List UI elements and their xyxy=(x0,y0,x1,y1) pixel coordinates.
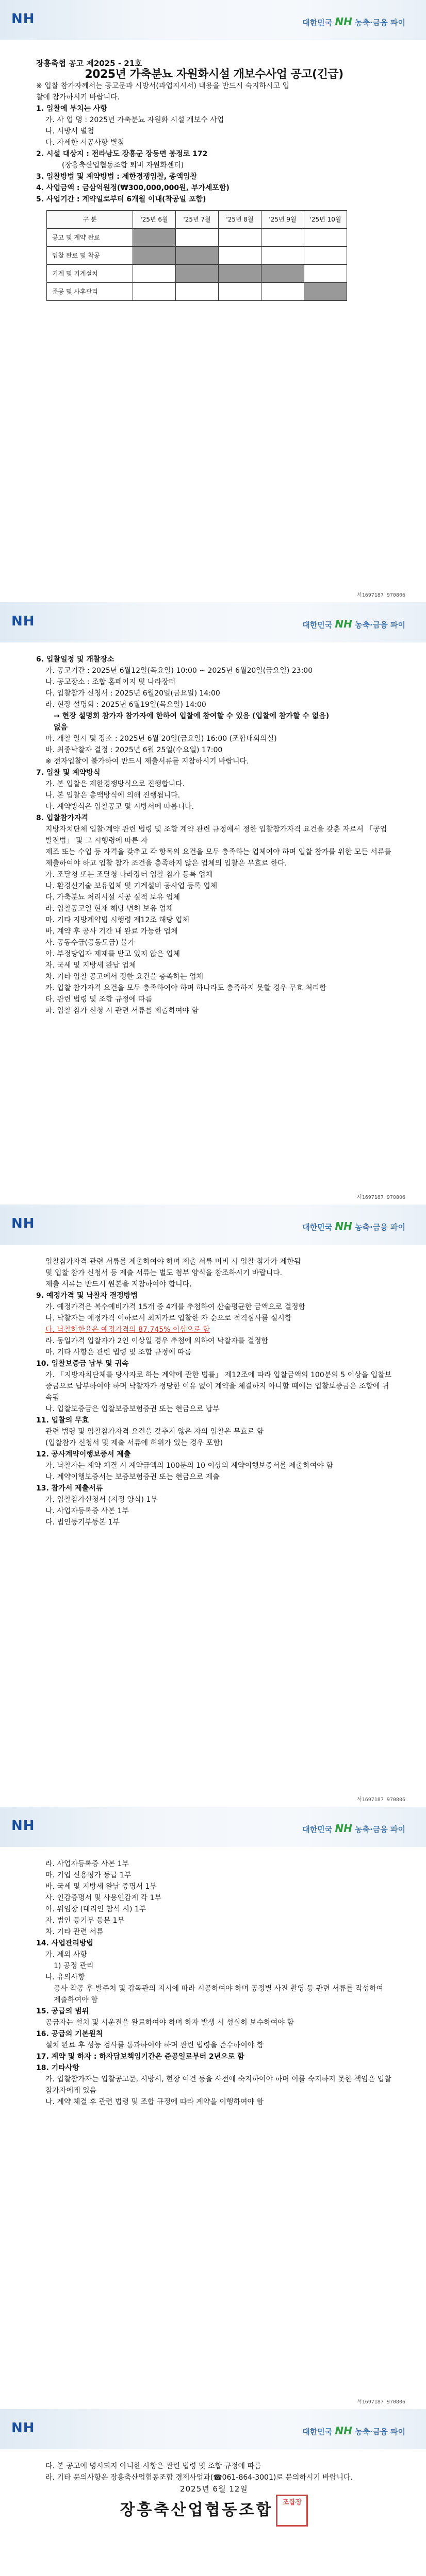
page-header xyxy=(0,2409,426,2449)
list-item: 바. 국세 및 지방세 완납 증명서 1부 xyxy=(45,1883,157,1891)
list-item: 다. 낙찰하한율은 예정가격의 87.745% 이상으로 함 xyxy=(45,1326,210,1334)
form-number: 서1697187 970806 xyxy=(357,2399,405,2405)
slogan-banner: 대한민국 NH 농축·금융 파이 xyxy=(302,1220,405,1232)
list-item: 차. 기타 입찰 공고에서 정한 요건을 충족하는 업체 xyxy=(45,973,204,981)
page-3-content xyxy=(36,1256,392,1528)
list-item: 가. 조달청 또는 조달청 나라장터 입찰 참가 등록 업체 xyxy=(45,871,213,879)
schedule-cell xyxy=(219,229,261,247)
list-item: 라. 기타 문의사항은 장흥축산업협동조합 경제사업과(☎061-864-3001)로 문의하시기 바랍니다. xyxy=(45,2473,353,2482)
document-number: 장흥축협 공고 제2025 - 21호 xyxy=(36,59,142,68)
list-item: 나. 입찰보증금은 입찰보증보험증권 또는 현금으로 납부 xyxy=(45,1405,220,1413)
schedule-cell xyxy=(304,265,347,283)
document-date: 2025년 6월 12일 xyxy=(180,2484,248,2494)
section-heading: 6. 입찰일정 및 개찰장소 xyxy=(36,655,114,664)
slogan-banner: 대한민국 NH 농축·금융 파이 xyxy=(302,618,405,630)
list-item: 다. 본 공고에 명시되지 아니한 사항은 관련 법령 및 조합 규정에 따름 xyxy=(45,2462,261,2470)
schedule-table xyxy=(46,210,347,301)
section-heading: 10. 입찰보증금 납부 및 귀속 xyxy=(36,1360,129,1368)
table-header-cell: '25년 7월 xyxy=(176,211,219,229)
list-item: 다. 자세한 시공사항 별첨 xyxy=(45,139,125,147)
paragraph: 제출 서류는 반드시 원본을 지참하여야 합니다. xyxy=(45,1280,192,1289)
schedule-cell xyxy=(261,265,304,283)
official-seal-stamp: 조합장 xyxy=(276,2495,308,2527)
table-header-cell: 구 분 xyxy=(47,211,133,229)
list-item: 라. 입찰공고일 현재 해당 면허 보유 업체 xyxy=(45,905,173,913)
nh-logo: NH xyxy=(11,11,35,27)
section-heading: 17. 계약 및 하자 : 하자담보책임기간은 준공일로부터 2년으로 함 xyxy=(36,2053,244,2061)
section-heading: 12. 공사계약이행보증서 제출 xyxy=(36,1450,131,1459)
list-item: 다. 입찰참가 신청서 : 2025년 6월20일(금요일) 14:00 xyxy=(45,689,220,698)
section-heading: 15. 공급의 범위 xyxy=(36,2007,89,2015)
list-item: 가. 입찰참가자는 입찰공고문, 시방서, 현장 여건 등을 사전에 숙지하여야 하며 이를 숙지하지 못한 책임은 입찰참가자에게 있음 xyxy=(45,2075,391,2095)
list-item: 카. 입찰 참가자격 요건을 모두 충족하여야 하며 하나라도 충족하지 못할 경우 무효 처리함 xyxy=(45,984,326,992)
nh-logo: NH xyxy=(11,1216,35,1231)
page-header xyxy=(0,0,426,40)
section-heading: 4. 사업금액 : 금삼억원정(₩300,000,000원, 부가세포함) xyxy=(36,184,230,192)
paragraph: 제조 또는 수입 등 자격을 갖추고 각 항목의 요건을 모두 충족하는 업체여야 하며 입찰 참가를 위한 모든 서류를 제출하여야 하고 입찰 참가 조건을 충족하지 않은 업체의 입찰은 무효로 한다. xyxy=(45,848,391,868)
document-title: 2025년 가축분뇨 자원화시설 개보수사업 공고(긴급) xyxy=(85,68,343,81)
section-heading: 14. 사업관리방법 xyxy=(36,1939,93,1947)
form-number: 서1697187 970806 xyxy=(357,1195,405,1200)
list-item: 나. 유의사항 xyxy=(45,1973,85,1981)
list-item: 마. 개찰 일시 및 장소 : 2025년 6월 20일(금요일) 16:00 (조합대회의실) xyxy=(45,735,277,743)
list-item: 타. 관련 법령 및 조합 규정에 따름 xyxy=(45,995,152,1004)
section-heading: 13. 참가서 제출서류 xyxy=(36,1484,103,1493)
list-item: 라. 동일가격 입찰자가 2인 이상일 경우 추첨에 의하여 낙찰자를 결정함 xyxy=(45,1337,269,1345)
list-item: 다. 계약방식은 입찰공고 및 시방서에 따릅니다. xyxy=(45,803,194,811)
section-heading: 2. 시설 대상지 : 전라남도 장흥군 장동면 봉정로 172 xyxy=(36,150,208,158)
list-item: 나. 본 입찰은 총액방식에 의해 진행됩니다. xyxy=(45,791,181,800)
list-item: 나. 사업자등록증 사본 1부 xyxy=(45,1507,129,1515)
schedule-cell xyxy=(176,265,219,283)
list-item: 다. 가축분뇨 처리시설 시공 실적 보유 업체 xyxy=(45,893,181,902)
nh-logo: NH xyxy=(11,2420,35,2436)
form-number: 서1697187 970806 xyxy=(357,592,405,598)
list-item: 가. 공고기간 : 2025년 6월12일(목요일) 10:00 ~ 2025년 6월20일(금요일) 23:00 xyxy=(45,667,313,675)
list-item: 가. 사 업 명 : 2025년 가축분뇨 자원화 시설 개보수 사업 xyxy=(45,116,224,124)
table-header-cell: '25년 10월 xyxy=(304,211,347,229)
list-item: 나. 계약 체결 후 관련 법령 및 조합 규정에 따라 계약을 이행하여야 함 xyxy=(45,2098,264,2106)
table-row-label: 입찰 완료 및 착공 xyxy=(47,247,133,265)
section-heading: 11. 입찰의 무효 xyxy=(36,1416,89,1425)
section-heading: 5. 사업기간 : 계약일로부터 6개월 이내(착공일 포함) xyxy=(36,195,206,204)
slogan-banner: 대한민국 NH 농축·금융 파이 xyxy=(302,2425,405,2437)
schedule-cell xyxy=(176,247,219,265)
paragraph: 및 입찰 참가 신청서 등 제출 서류는 별도 첨부 양식을 참조하시기 바랍니다. xyxy=(45,1269,283,1277)
list-item: 마. 기업 신용평가 등급 1부 xyxy=(45,1871,132,1879)
paragraph: 입찰참가자격 관련 서류를 제출하여야 하며 제출 서류 미비 시 입찰 참가가 제한됨 xyxy=(45,1258,301,1266)
slogan-banner: 대한민국 NH 농축·금융 파이 xyxy=(302,1822,405,1835)
intro-line: 찰에 참가하시기 바랍니다. xyxy=(36,93,120,101)
list-item: 다. 법인등기부등본 1부 xyxy=(45,1518,120,1527)
section-heading: 18. 기타사항 xyxy=(36,2064,79,2072)
schedule-cell xyxy=(304,283,347,301)
schedule-cell xyxy=(261,283,304,301)
table-row xyxy=(47,229,347,247)
nh-logo: NH xyxy=(11,614,35,629)
list-item: 가. 낙찰자는 계약 체결 시 계약금액의 100분의 10 이상의 계약이행보증서를 제출하여야 함 xyxy=(45,1462,333,1470)
schedule-cell xyxy=(261,229,304,247)
nh-logo: NH xyxy=(11,1818,35,1834)
page-5-content xyxy=(36,2461,392,2527)
list-item: 자. 국세 및 지방세 완납 업체 xyxy=(45,961,136,970)
schedule-cell xyxy=(219,283,261,301)
paragraph: 지방자치단체 입찰·계약 관련 법령 및 조합 계약 관련 규정에서 정한 입찰참가자격 요건을 갖춘 자로서 「공업발전법」 및 그 시행령에 따른 자 xyxy=(45,825,387,845)
page-2-content xyxy=(36,654,392,1016)
list-item: 1) 공정 관리 xyxy=(54,1962,94,1970)
page-1-content xyxy=(36,58,392,301)
list-item: → 현장 설명회 참가자 참가자에 한하여 입찰에 참여할 수 있음 (입찰에 참가할 수 없음) xyxy=(54,712,330,720)
paragraph: 설치 완료 후 성능 검사를 통과하여야 하며 관련 법령을 준수하여야 함 xyxy=(45,2041,264,2049)
section-heading: 1. 입찰에 부치는 사항 xyxy=(36,105,107,113)
document-page-4 xyxy=(0,1807,426,2410)
document-page-1 xyxy=(0,0,426,603)
section-heading: 8. 입찰참가자격 xyxy=(36,814,89,822)
schedule-cell xyxy=(176,229,219,247)
page-4-content xyxy=(36,1858,392,2108)
page-header xyxy=(0,1807,426,1847)
list-item: 파. 입찰 참가 신청 시 관련 서류를 제출하여야 함 xyxy=(45,1007,199,1015)
paragraph: 공사 착공 후 발주처 및 감독관의 지시에 따라 시공하여야 하며 공정별 사진 촬영 등 관련 서류를 작성하여 제출하여야 함 xyxy=(54,1985,384,2004)
table-row xyxy=(47,265,347,283)
section-heading: 7. 입찰 및 계약방식 xyxy=(36,769,101,777)
section-heading: 9. 예정가격 및 낙찰자 결정방법 xyxy=(36,1292,138,1300)
list-item: 아. 위임장 (대리인 참석 시) 1부 xyxy=(45,1905,146,1913)
list-item: 마. 기타 지방계약법 시행령 제12조 해당 업체 xyxy=(45,916,189,924)
schedule-cell xyxy=(133,229,176,247)
list-item: 나. 계약이행보증서는 보증보험증권 또는 현금으로 제출 xyxy=(45,1473,220,1481)
table-header-cell: '25년 8월 xyxy=(219,211,261,229)
section-heading: 3. 입찰방법 및 계약방법 : 제한경쟁입찰, 총액입찰 xyxy=(36,173,198,181)
table-row-label: 공고 및 계약 완료 xyxy=(47,229,133,247)
list-item: 사. 인감증명서 및 사용인감계 각 1부 xyxy=(45,1894,161,1902)
list-item: 바. 최종낙찰자 결정 : 2025년 6월 25일(수요일) 17:00 xyxy=(45,746,223,754)
table-row xyxy=(47,283,347,301)
organization-name: 장흥축산업협동조합 조합장 xyxy=(36,2495,392,2527)
list-item: 가. 「지방자치단체를 당사자로 하는 계약에 관한 법률」 제12조에 따라 입찰금액의 100분의 5 이상을 입찰보증금으로 납부하여야 하며 낙찰자가 정당한 이유 없이 계약을 체결하지 아니할 때에는 입찰보증금은 조합에 귀속됨 xyxy=(45,1371,392,1402)
list-item: 사. 공동수급(공동도급) 불가 xyxy=(45,939,135,947)
list-item: 가. 예정가격은 복수예비가격 15개 중 4개를 추첨하여 산술평균한 금액으로 결정함 xyxy=(45,1303,305,1311)
list-item: 바. 계약 후 공사 기간 내 완료 가능한 업체 xyxy=(45,927,178,936)
list-item: 자. 법인 등기부 등본 1부 xyxy=(45,1917,124,1925)
list-item: 가. 제외 사항 xyxy=(45,1951,87,1959)
intro-line: ※ 입찰 참가자께서는 공고문과 시방서(과업지시서) 내용을 반드시 숙지하시고 입 xyxy=(36,82,290,90)
table-row-label: 준공 및 사후관리 xyxy=(47,283,133,301)
schedule-cell xyxy=(219,265,261,283)
list-item: 라. 사업자등록증 사본 1부 xyxy=(45,1860,129,1868)
paragraph: 관련 법령 및 입찰참가자격 요건을 갖추지 않은 자의 입찰은 무효로 함 xyxy=(45,1428,264,1436)
list-item: 라. 현장 설명회 : 2025년 6월19일(목요일) 14:00 xyxy=(45,701,206,709)
list-item: 나. 환경신기술 보유업체 및 기계설비 공사업 등록 업체 xyxy=(45,882,218,890)
document-page-2 xyxy=(0,602,426,1205)
page-header xyxy=(0,1205,426,1245)
list-item: 가. 입찰참가신청서 (지정 양식) 1부 xyxy=(45,1496,158,1504)
paragraph: 공급자는 설치 및 시운전을 완료하여야 하며 하자 발생 시 성실히 보수하여야 함 xyxy=(45,2019,294,2027)
form-number: 서1697187 970806 xyxy=(357,1797,405,1803)
document-page-3 xyxy=(0,1205,426,1807)
table-header-cell: '25년 9월 xyxy=(261,211,304,229)
list-item: 나. 낙찰자는 예정가격 이하로서 최저가로 입찰한 자 순으로 적격심사를 실시함 xyxy=(45,1314,292,1323)
table-header-row xyxy=(47,211,347,229)
table-header-cell: '25년 6월 xyxy=(133,211,176,229)
schedule-cell xyxy=(304,247,347,265)
list-item: ※ 전자입찰이 불가하여 반드시 제출서류를 지참하시기 바랍니다. xyxy=(45,757,249,766)
list-item: 가. 본 입찰은 제한경쟁방식으로 진행합니다. xyxy=(45,780,185,788)
schedule-cell xyxy=(261,247,304,265)
schedule-cell xyxy=(133,247,176,265)
slogan-banner: 대한민국 NH 농축·금융 파이 xyxy=(302,15,405,28)
schedule-cell xyxy=(304,229,347,247)
list-item: (장흥축산업협동조합 퇴비 자원화센터) xyxy=(62,161,184,170)
list-item: 아. 부정당업자 제재를 받고 있지 않은 업체 xyxy=(45,950,181,958)
document-page-5 xyxy=(0,2409,426,2576)
list-item: 없음 xyxy=(54,723,68,732)
list-item: 나. 시방서 별첨 xyxy=(45,127,94,135)
schedule-cell xyxy=(133,283,176,301)
paragraph: (입찰참가 신청서 및 제출 서류에 허위가 있는 경우 포함) xyxy=(45,1439,223,1447)
schedule-cell xyxy=(219,247,261,265)
table-row-label: 기계 및 기계설치 xyxy=(47,265,133,283)
list-item: 나. 공고장소 : 조합 홈페이지 및 나라장터 xyxy=(45,678,176,686)
list-item: 마. 기타 사항은 관련 법령 및 조합 규정에 따름 xyxy=(45,1348,192,1357)
section-heading: 16. 공급의 기본원칙 xyxy=(36,2030,103,2038)
page-header xyxy=(0,602,426,642)
list-item: 차. 기타 관련 서류 xyxy=(45,1928,104,1936)
schedule-cell xyxy=(133,265,176,283)
schedule-cell xyxy=(176,283,219,301)
table-row xyxy=(47,247,347,265)
